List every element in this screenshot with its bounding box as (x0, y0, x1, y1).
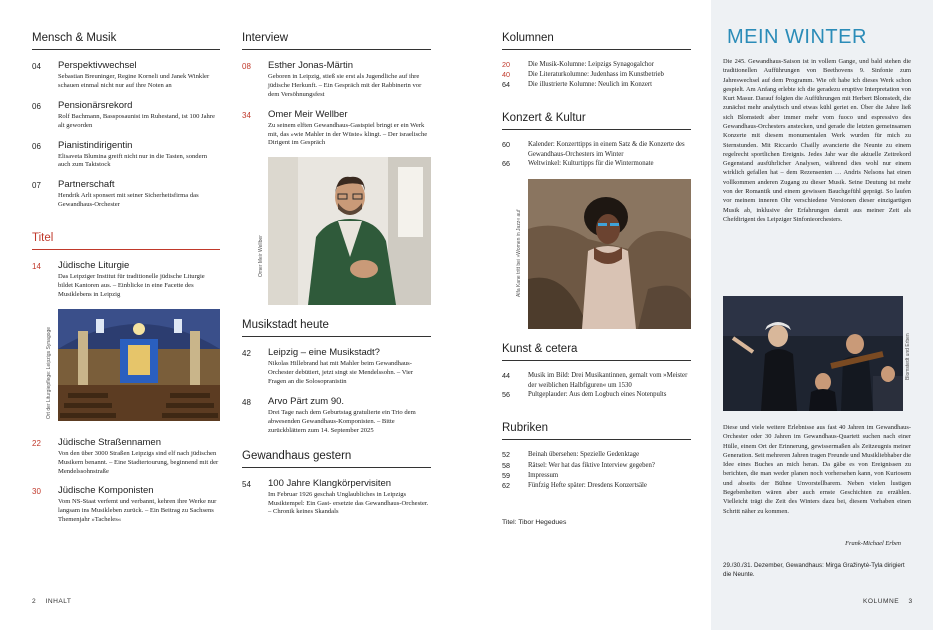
toc-list-page-number: 52 (502, 450, 510, 460)
section-title-konzert-kultur: Konzert & Kultur (502, 112, 691, 130)
toc-entry-body (58, 260, 220, 300)
toc-entry-description: Hendrik Arlt sponsert mit seiner Sicherheitsfirma das Gewandhaus-Orchester (58, 192, 199, 209)
wellber-photo (258, 157, 431, 305)
toc-entry-description: Vom NS-Staat verfemt und verbannt, kehren ihre Werke nur langsam ins Musikleben zurück. – Ein Beitrag zu Sachsens Themenjahr »Tacheles« (58, 498, 217, 524)
synagogue-interior-image (58, 309, 220, 421)
toc-entry-body (58, 179, 220, 210)
footer-label-left: INHALT (45, 598, 72, 605)
orchestra-photo (723, 296, 911, 411)
toc-entry[interactable] (32, 179, 220, 210)
toc-entry[interactable] (32, 60, 220, 91)
footer-label-right: KOLUMNE (863, 598, 900, 605)
toc-entry-title: Arvo Pärt zum 90. (268, 396, 345, 408)
section-title-rubriken: Rubriken (502, 422, 691, 440)
toc-list-text: Beinah übersehen: Spezielle Gedenktage (528, 451, 640, 459)
toc-entry-description: Drei Tage nach dem Geburtstag gratulierte ein Trio dem abwesenden Gewandhaus-Komponisten. – Bitte zurückblättern zum 14. September 2025 (268, 409, 416, 434)
toc-entry[interactable] (242, 396, 431, 436)
toc-entry-title: Pianistindirigentin (58, 139, 133, 151)
toc-list-page-number: 62 (502, 480, 510, 490)
toc-entry-body (58, 485, 220, 525)
toc-entry-body (58, 100, 220, 131)
toc-entry-page-number: 04 (32, 62, 41, 71)
toc-list-text: Pultgeplauder: Aus dem Logbuch eines Notenpults (528, 391, 667, 399)
toc-entry-description: Rolf Bachmann, Bassposaunist im Ruhestand, ist 100 Jahre alt geworden (58, 112, 215, 129)
toc-list-item[interactable] (502, 80, 691, 90)
toc-entry-page-number: 42 (242, 349, 251, 359)
page-number-left: 2 (32, 598, 37, 605)
toc-entry-page-number: 07 (32, 181, 41, 191)
toc-list-text: Impressum (528, 471, 559, 479)
toc-entry-page-number: 06 (32, 101, 41, 111)
toc-list-item[interactable] (502, 140, 691, 159)
toc-list-page-number: 64 (502, 80, 510, 90)
toc-entry-page-number: 30 (32, 487, 41, 497)
toc-entry[interactable] (242, 60, 431, 100)
toc-list-item[interactable] (502, 371, 691, 390)
toc-entry-title: Perspektivwechsel (58, 60, 137, 71)
toc-entry-title: 100 Jahre Klangkörpervisiten (268, 477, 392, 489)
winter-column-title: MEIN WINTER (727, 26, 867, 48)
toc-entry[interactable] (32, 485, 220, 525)
toc-entry-page-number: 54 (242, 479, 251, 489)
footer-left (32, 598, 71, 605)
toc-column-1 (32, 32, 220, 534)
synagogue-photo (46, 309, 220, 421)
section-title-kolumnen: Kolumnen (502, 32, 691, 50)
toc-entry-title: Jüdische Straßennamen (58, 436, 161, 448)
toc-entry-page-number: 08 (242, 62, 251, 71)
conductor-portrait-image (268, 157, 431, 305)
cover-credit: Titel: Tibor Hegedues (502, 518, 567, 526)
toc-column-2 (242, 32, 431, 526)
toc-entry[interactable] (32, 140, 220, 171)
footer-right (863, 598, 913, 605)
toc-list-page-number: 66 (502, 159, 510, 169)
toc-entry-body (268, 347, 431, 387)
toc-list-item[interactable] (502, 70, 691, 80)
toc-column-3 (502, 32, 691, 526)
orchestra-photo-caption: Blomstedt und Erben (905, 333, 911, 380)
toc-entry-title: Pensionärsrekord (58, 99, 133, 111)
section-title-mensch-musik: Mensch & Musik (32, 32, 220, 50)
toc-entry[interactable] (32, 437, 220, 477)
toc-entry-description: Zu seinem elften Gewandhaus-Gastspiel bringt er ein Werk mit, das »wie Mahler in der Wüste« klingt. – Der israelische Dirigent im Gespräch (268, 121, 428, 147)
toc-entry-page-number: 14 (32, 262, 41, 272)
orchestra-image (723, 296, 903, 411)
toc-entry-description: Nikolas Hillebrand hat mit Mahler beim Gewandhaus-Orchester debütiert, jetzt singt sie Mendelssohn. – Vier Fragen an die Solosopranistin (268, 360, 414, 386)
toc-list-item[interactable] (502, 450, 691, 460)
toc-entry-body (268, 478, 431, 518)
toc-entry-page-number: 34 (242, 110, 251, 120)
toc-entry-title: Jüdische Liturgie (58, 260, 130, 272)
toc-entry-description: Geboren in Leipzig, stieß sie erst als Jugendliche auf ihre jüdische Herkunft. – Ein Gespräch mit der Rabbinerin vor dem Versöhnungsfest (268, 73, 422, 98)
section-title-gewandhaus-gestern: Gewandhaus gestern (242, 450, 431, 468)
toc-list-text: Fünfzig Hefte später: Dresdens Konzertsäle (528, 481, 647, 489)
toc-entry-page-number: 06 (32, 141, 41, 151)
toc-entry-title: Jüdische Komponisten (58, 485, 154, 497)
toc-entry-title: Omer Meir Wellber (268, 108, 348, 120)
author-signature: Frank-Michael Erben (845, 540, 901, 547)
toc-entry-description: Von den über 3000 Straßen Leipzigs sind elf nach jüdischen Musikern benannt. – Eine Stadtertourung, beginnend mit der Mendelssohnstraße (58, 449, 219, 475)
toc-entry-page-number: 48 (242, 398, 251, 408)
toc-list-text: Weltwinkel: Kulturtipps für die Wintermonate (528, 160, 654, 168)
section-title-interview: Interview (242, 32, 431, 50)
toc-list-page-number: 20 (502, 60, 510, 69)
toc-list-item[interactable] (502, 481, 691, 491)
toc-entry-title: Esther Jonas-Märtin (268, 60, 354, 71)
toc-entry-body (268, 109, 431, 149)
toc-list-item[interactable] (502, 60, 691, 70)
toc-entry[interactable] (32, 260, 220, 300)
toc-list-text: Die Literaturkolumne: Judenhass im Kunstbetrieb (528, 71, 664, 79)
toc-list-item[interactable] (502, 159, 691, 169)
section-title-titel: Titel (32, 232, 220, 250)
toc-list-text: Die Musik-Kolumne: Leipzigs Synagogalchor (528, 61, 654, 68)
toc-entry-description: Elisaveta Blumina greift nicht nur in die Tasten, sondern auch zum Taktstock (58, 152, 208, 169)
toc-list-page-number: 58 (502, 460, 510, 470)
toc-entry-page-number: 22 (32, 438, 41, 448)
winter-column-text-1: Die 245. Gewandhaus-Saison ist in vollem Gange, und bald stehen die traditionellen Aufführungen von Beethovens 9. Sinfonie zum Jahreswechsel auf dem Programm. Wie oft habe ich dieses Werk schon gespielt. Am Anfang erlebte ich die geradezu eruptive Interpretation von Kurt Masur. Darauf folgten die Aufführungen mit Herbert Blomstedt, die zunächst mehr analytisch und etwas kühl geriet en. Über die Jahre ließ sich Blomstedt aber immer mehr vom fuoco und espressivo des Gewandhaus-Orchesters anstecken, und gerade die letzten gemeinsamen Konzerte mit diesem monumentalen Werk wurden für mich zu Sternstunden. Mit Riccardo Chailly avancierte die Neunte zu einem regelrecht sportlichen Ereignis. Jedes Jahr war die aktuelle Zeitrekord Gegenstand ausführlicher Analysen, während dies wohl nur einem wirklich gefallen hat – dem Rezensenten … Andris Nelsons hat einen vollkommen anderen Zugang zu dieser Musik. Seine Deutung ist mehr von der Romantik und einem gewissen Bauchgefühl geprägt. So laufen vor meinem inneren Ohr verschiedene Versionen dieser einzigartigen Musik ab, inklusive der Erfahrungen damit aus meiner Zeit als Chefdirigent des Leipziger Sinfonieorchesters. (723, 58, 911, 223)
toc-entry-description: Im Februar 1926 geschah Unglaubliches in Leipzigs Musiktempel: Ein Gast- ersetzte das Gewandhaus-Orchester. – Chronik keines Skandals (268, 490, 429, 516)
toc-entry-body (58, 140, 220, 171)
toc-entry-body (268, 396, 431, 436)
toc-list-page-number: 44 (502, 371, 510, 381)
toc-entry-description: Das Leipziger Institut für traditionelle jüdische Liturgie bildet Kantoren aus. – Einblicke in eine Facette des Musiklebens in Leipzig (58, 273, 205, 298)
toc-entry-body (58, 437, 220, 477)
section-title-musikstadt-heute: Musikstadt heute (242, 319, 431, 337)
toc-list-page-number: 60 (502, 140, 510, 150)
toc-list-page-number: 56 (502, 390, 510, 400)
toc-list-text: Rätsel: Wer hat das fiktive Interview gegeben? (528, 461, 655, 469)
toc-entry[interactable] (32, 100, 220, 131)
toc-list-text: Die illustrierte Kolumne: Neulich im Konzert (528, 81, 653, 89)
synagogue-photo-caption: Ort der Liturgiepflege: Leipzigs Synagoge (46, 326, 52, 419)
toc-list-item[interactable] (502, 461, 691, 471)
section-title-kunst-cetera: Kunst & cetera (502, 343, 691, 361)
wellber-photo-caption: Omer Meir Wellber (258, 235, 264, 278)
toc-entry-title: Leipzig – eine Musikstadt? (268, 347, 380, 359)
winter-column-text-2: Diese und viele weitere Erlebnisse aus fast 40 Jahren im Gewandhaus-Orchester oder 30 Jahren im Gewandhaus-Quartett suchen nach einer Hülle, einem Ort der Erinnerung, gewissermaßen als Zeitzeugnis meiner Generation. Seit mehreren Jahren tragen Freunde und Musikliebhaber die Idee eines Buches an mich heran. Da gäbe es von Ereignissen zu berichten, die man weder planen noch vorhersehen kann, von Kuriosem und abseits der Bühne Unvorstellbarem. Neben vielen lustigen Begebenheiten wären aber auch ernste Geschichten zu erzählen. Vielleicht trägt die Zeit des Winters dazu bei, diesem Vorhaben einen Schritt näher zu kommen. (723, 424, 911, 515)
page-number-right: 3 (908, 598, 913, 605)
toc-list-item[interactable] (502, 471, 691, 481)
toc-list-text: Kalender: Konzerttipps in einem Satz & die Konzerte des Gewandhaus-Orchesters im Winter (528, 141, 685, 158)
toc-list-page-number: 59 (502, 470, 510, 480)
concert-date-caption: 29./30./31. Dezember, Gewandhaus: Mirga Gražinytė-Tyla dirigiert die Neunte. (723, 562, 905, 578)
jazz-singer-photo-caption: Alfa Kane tritt bei »Women in Jazz« auf (516, 209, 522, 298)
jazz-singer-image (528, 179, 691, 329)
toc-list-text: Musik im Bild: Drei Musikantinnen, gemalt vom »Meister der weiblichen Halbfiguren« um 1530 (528, 372, 688, 389)
toc-entry[interactable] (242, 347, 431, 387)
toc-entry[interactable] (242, 109, 431, 149)
toc-list-page-number: 40 (502, 70, 510, 80)
toc-list-item[interactable] (502, 390, 691, 400)
toc-entry-body (58, 60, 220, 91)
toc-entry[interactable] (242, 478, 431, 518)
toc-entry-description: Sebastian Breuninger, Regine Korneli und Janek Winkler schauen einmal nicht nur auf ihre Noten an (58, 73, 210, 89)
toc-entry-body (268, 60, 431, 100)
toc-entry-title: Partnerschaft (58, 179, 115, 191)
jazz-singer-photo (516, 179, 691, 329)
